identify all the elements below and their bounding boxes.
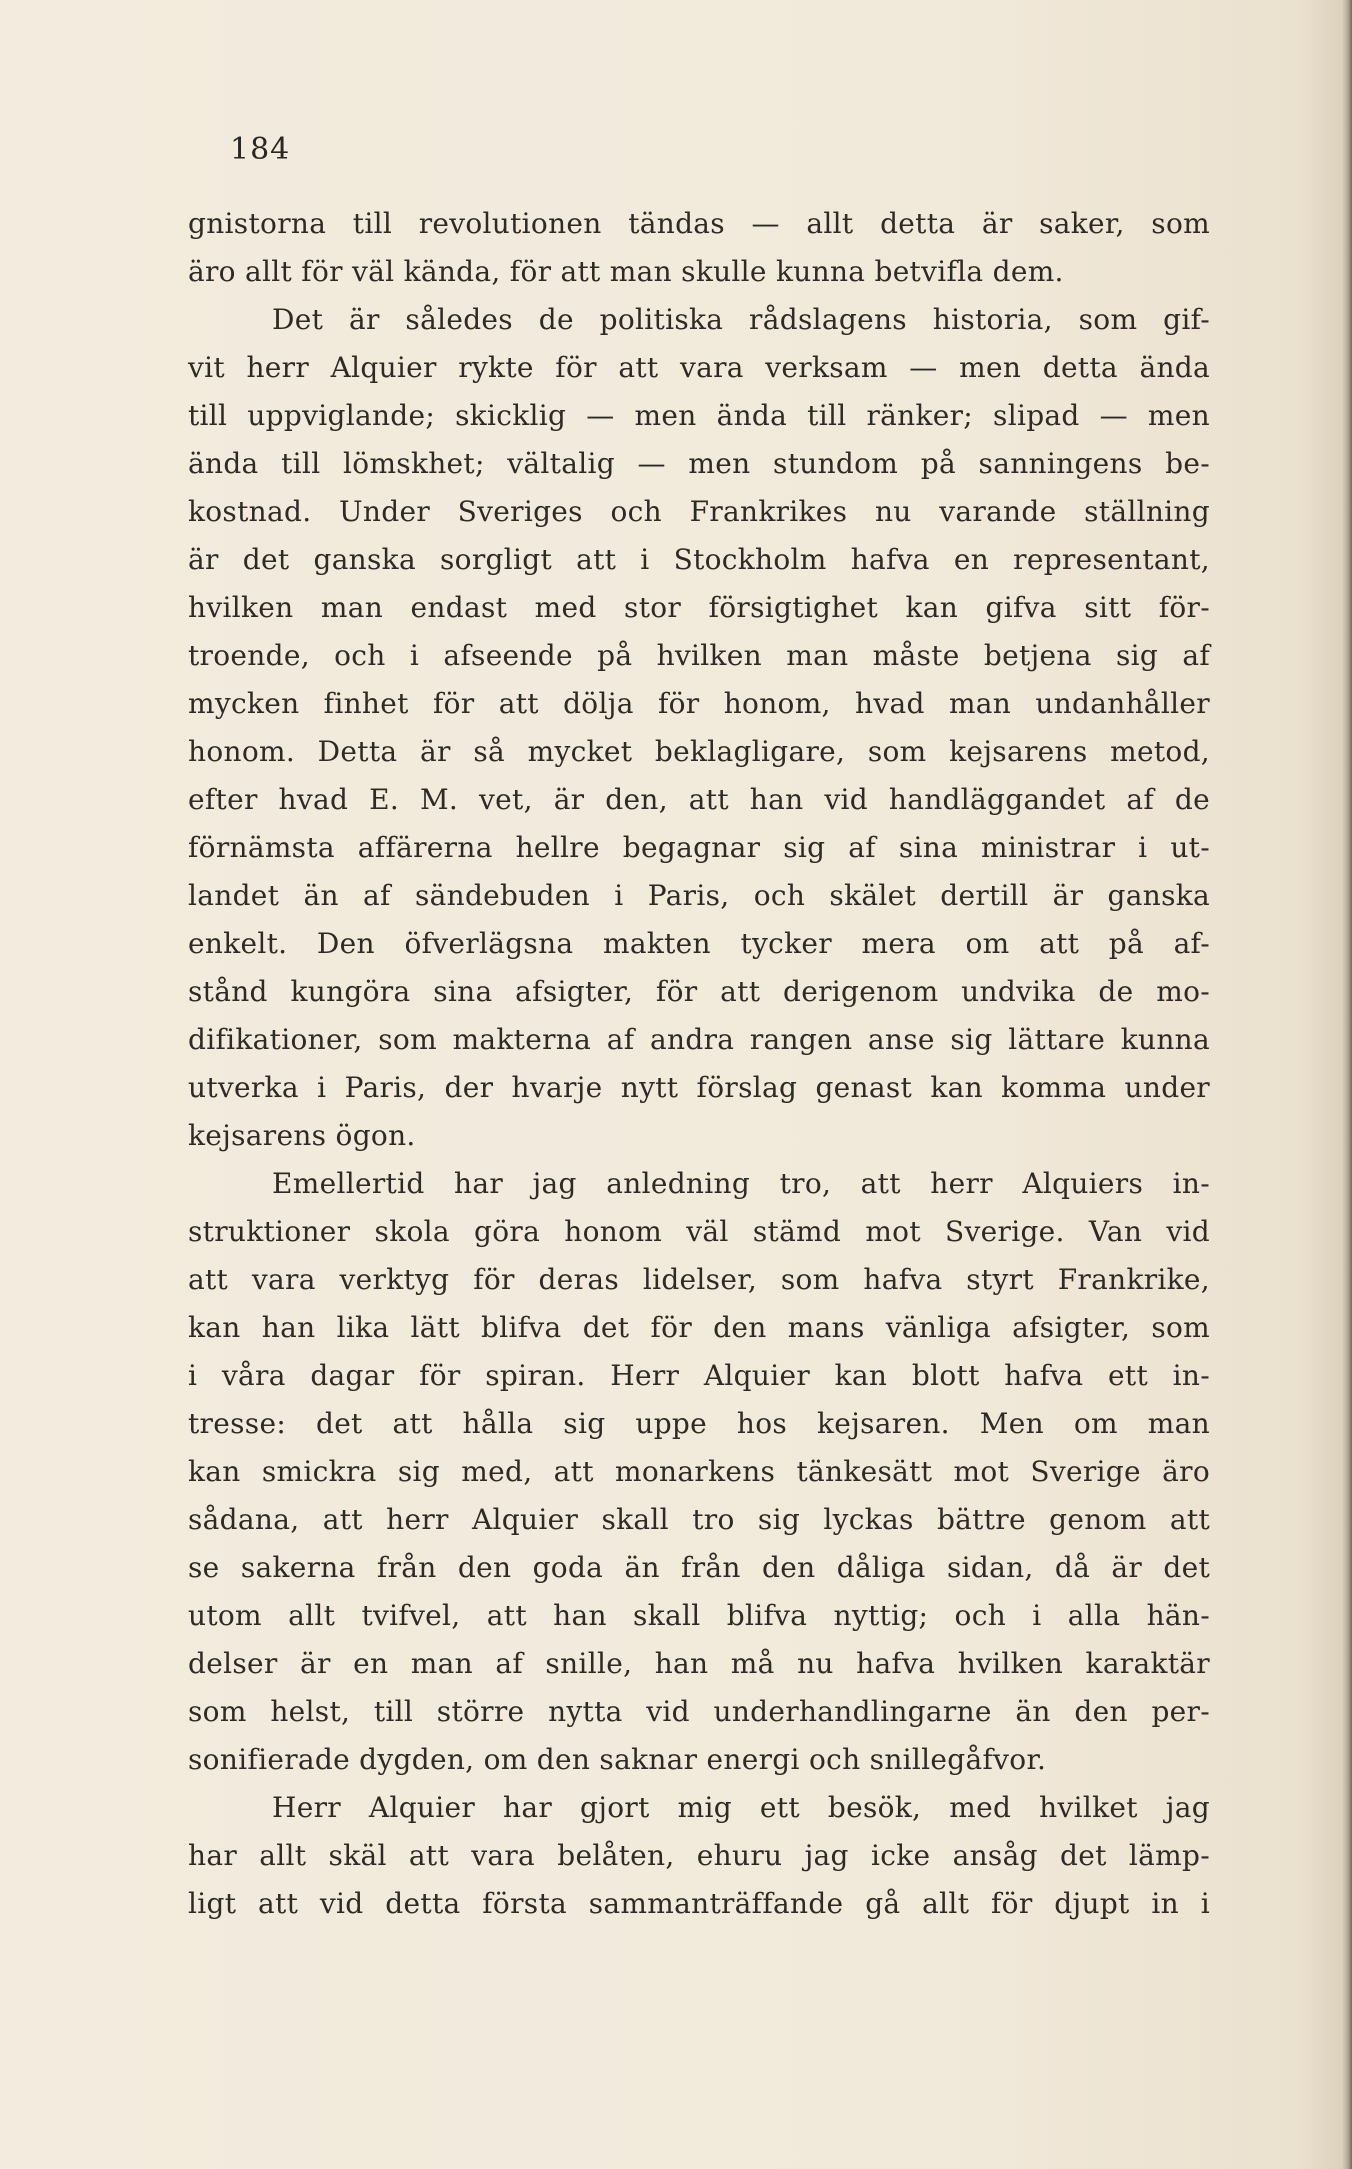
text-line: till uppviglande; skicklig — men ända till ränker; slipad — men [188, 399, 1210, 432]
body-text [188, 200, 1210, 1928]
text-line: äro allt för väl kända, för att man skulle kunna betvifla dem. [188, 255, 1064, 288]
text-line: utverka i Paris, der hvarje nytt förslag genast kan komma under [188, 1071, 1210, 1104]
text-line: enkelt. Den öfverlägsna makten tycker mera om att på af- [188, 927, 1210, 960]
text-line: kan han lika lätt blifva det för den mans vänliga afsigter, som [188, 1311, 1210, 1344]
text-line: utom allt tvifvel, att han skall blifva nyttig; och i alla hän- [188, 1599, 1210, 1632]
text-line: struktioner skola göra honom väl stämd mot Sverige. Van vid [188, 1215, 1210, 1248]
text-line: Herr Alquier har gjort mig ett besök, med hvilket jag [272, 1791, 1210, 1824]
text-line: som helst, till större nytta vid underhandlingarne än den per- [188, 1695, 1210, 1728]
text-line: sådana, att herr Alquier skall tro sig lyckas bättre genom att [188, 1503, 1210, 1536]
text-line: ända till lömskhet; vältalig — men stundom på sanningens be- [188, 447, 1210, 480]
text-line: i våra dagar för spiran. Herr Alquier kan blott hafva ett in- [188, 1359, 1210, 1392]
text-line: kostnad. Under Sveriges och Frankrikes nu varande ställning [188, 495, 1210, 528]
text-line: efter hvad E. M. vet, är den, att han vid handläggandet af de [188, 783, 1210, 816]
text-line: sonifierade dygden, om den saknar energi och snillegåfvor. [188, 1743, 1047, 1776]
text-line: stånd kungöra sina afsigter, för att derigenom undvika de mo- [188, 975, 1210, 1008]
text-line: difikationer, som makterna af andra rangen anse sig lättare kunna [188, 1023, 1210, 1056]
text-line: Emellertid har jag anledning tro, att herr Alquiers in- [272, 1167, 1210, 1200]
page-edge-shadow [1342, 0, 1352, 2169]
text-line: förnämsta affärerna hellre begagnar sig af sina ministrar i ut- [188, 831, 1210, 864]
page-number: 184 [230, 132, 291, 167]
text-line: tresse: det att hålla sig uppe hos kejsaren. Men om man [188, 1407, 1210, 1440]
text-line: har allt skäl att vara belåten, ehuru jag icke ansåg det lämp- [188, 1839, 1210, 1872]
text-line: hvilken man endast med stor försigtighet kan gifva sitt för- [188, 591, 1210, 624]
text-line: vit herr Alquier rykte för att vara verksam — men detta ända [188, 351, 1210, 384]
text-line: att vara verktyg för deras lidelser, som hafva styrt Frankrike, [188, 1263, 1210, 1296]
text-line: Det är således de politiska rådslagens historia, som gif- [272, 303, 1210, 336]
text-line: honom. Detta är så mycket beklagligare, som kejsarens metod, [188, 735, 1210, 768]
text-line: mycken finhet för att dölja för honom, hvad man undanhåller [188, 687, 1210, 720]
text-line: ligt att vid detta första sammanträffande gå allt för djupt in i [188, 1887, 1210, 1920]
text-line: gnistorna till revolutionen tändas — allt detta är saker, som [188, 207, 1210, 240]
text-line: kejsarens ögon. [188, 1119, 416, 1152]
text-line: se sakerna från den goda än från den dåliga sidan, då är det [188, 1551, 1210, 1584]
text-line: är det ganska sorgligt att i Stockholm hafva en representant, [188, 543, 1210, 576]
text-line: delser är en man af snille, han må nu hafva hvilken karaktär [188, 1647, 1210, 1680]
text-line: kan smickra sig med, att monarkens tänkesätt mot Sverige äro [188, 1455, 1210, 1488]
text-line: troende, och i afseende på hvilken man måste betjena sig af [188, 639, 1210, 672]
text-line: landet än af sändebuden i Paris, och skälet dertill är ganska [188, 879, 1210, 912]
